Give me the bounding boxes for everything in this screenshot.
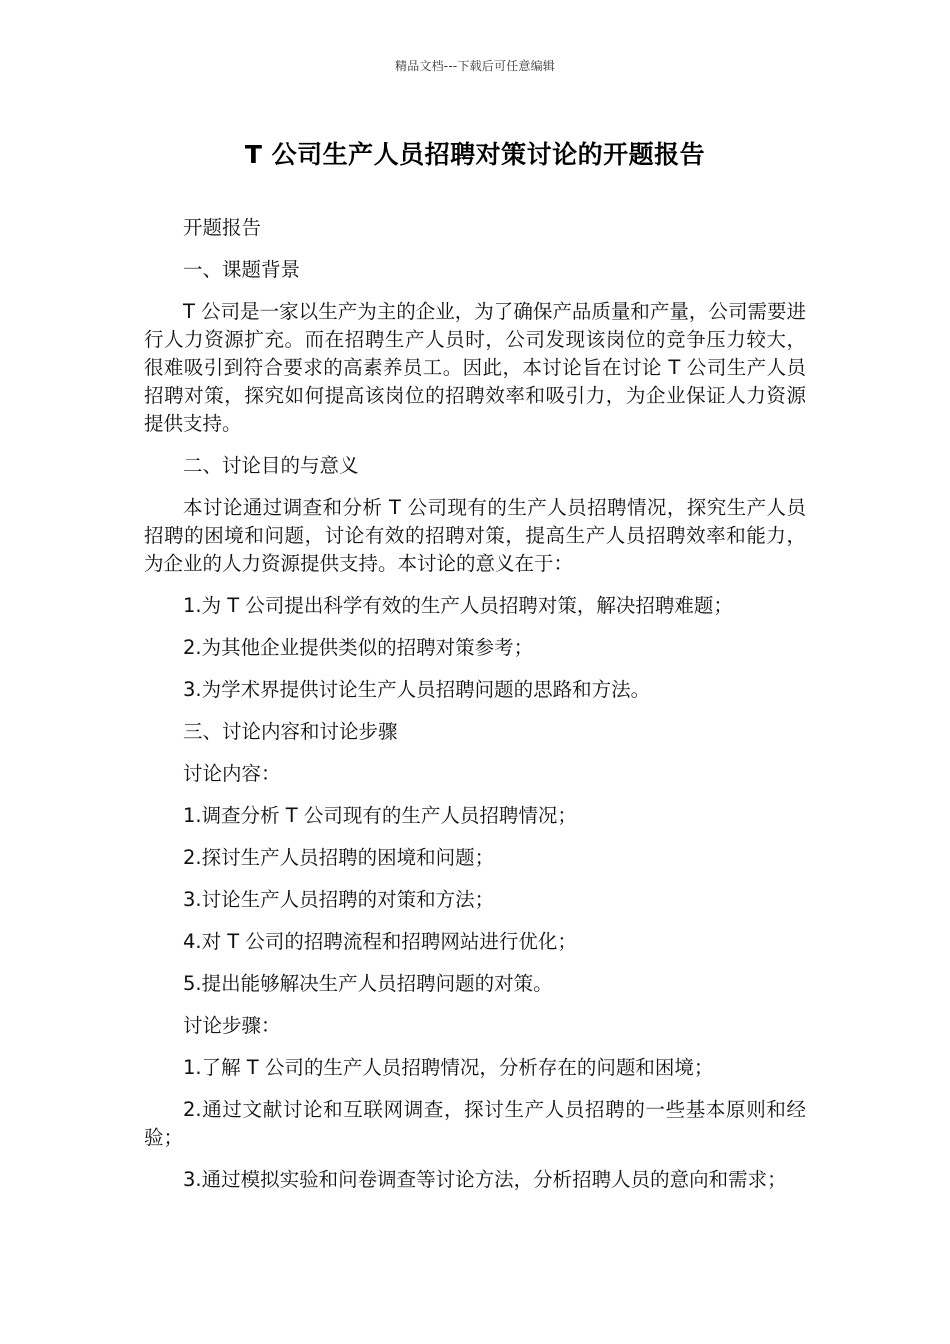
list-item-content-3: 3.讨论生产人员招聘的对策和方法； [183,888,495,911]
list-item-step-3: 3.通过模拟实验和问卷调查等讨论方法，分析招聘人员的意向和需求； [183,1168,787,1191]
header-note: 精品文档---下载后可任意编辑 [395,59,555,73]
section-heading-background: 一、课题背景 [183,258,301,281]
list-item-content-1: 1.调查分析 T 公司现有的生产人员招聘情况； [183,804,577,827]
list-item-content-2: 2.探讨生产人员招聘的困境和问题； [183,846,495,869]
subheading-steps: 讨论步骤： [183,1014,281,1037]
list-item-significance-3: 3.为学术界提供讨论生产人员招聘问题的思路和方法。 [183,678,651,701]
list-item-significance-1: 1.为 T 公司提出科学有效的生产人员招聘对策，解决招聘难题； [183,594,733,617]
section-heading-content-steps: 三、讨论内容和讨论步骤 [183,720,398,743]
list-item-step-2: 2.通过文献讨论和互联网调查，探讨生产人员招聘的一些基本原则和经验； [144,1098,806,1149]
document-title: T 公司生产人员招聘对策讨论的开题报告 [244,140,706,169]
section-heading-purpose: 二、讨论目的与意义 [183,454,359,477]
list-item-step-1: 1.了解 T 公司的生产人员招聘情况，分析存在的问题和困境； [183,1056,714,1079]
document-body [144,214,806,1208]
list-item-significance-2: 2.为其他企业提供类似的招聘对策参考； [183,636,534,659]
paragraph-report-label: 开题报告 [183,216,262,239]
paragraph-purpose: 本讨论通过调查和分析 T 公司现有的生产人员招聘情况，探究生产人员招聘的困境和问题，讨论有效的招聘对策，提高生产人员招聘效率和能力，为企业的人力资源提供支持。本讨论的意义在于： [144,496,806,575]
subheading-content: 讨论内容： [183,762,281,785]
paragraph-background: T 公司是一家以生产为主的企业，为了确保产品质量和产量，公司需要进行人力资源扩充。而在招聘生产人员时，公司发现该岗位的竞争压力较大，很难吸引到符合要求的高素养员工。因此，本讨论旨在讨论 T 公司生产人员招聘对策，探究如何提高该岗位的招聘效率和吸引力，为企业保证人力资源提供支持。 [144,300,806,435]
list-item-content-4: 4.对 T 公司的招聘流程和招聘网站进行优化； [183,930,577,953]
list-item-content-5: 5.提出能够解决生产人员招聘问题的对策。 [183,972,553,995]
